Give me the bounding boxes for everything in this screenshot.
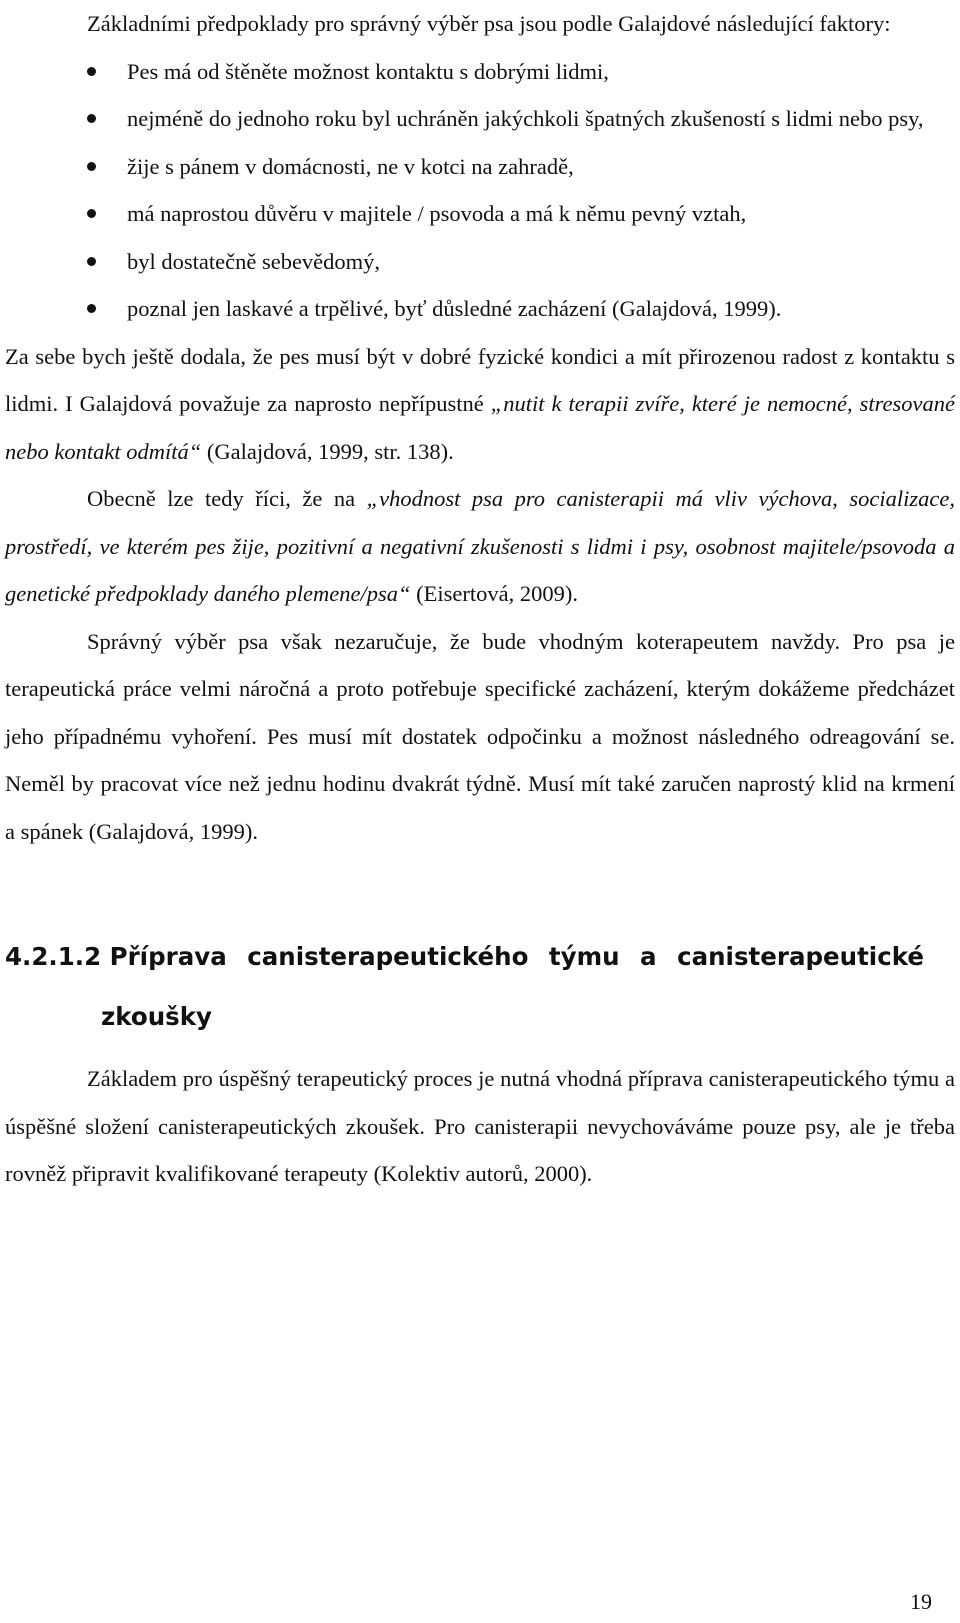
bullet-icon: [87, 162, 96, 171]
bullet-icon: [87, 114, 96, 123]
list-item: žije s pánem v domácnosti, ne v kotci na zahradě,: [5, 143, 955, 191]
list-item: poznal jen laskavé a trpělivé, byť důsledné zacházení (Galajdová, 1999).: [5, 285, 955, 333]
list-item: Pes má od štěněte možnost kontaktu s dobrými lidmi,: [5, 48, 955, 96]
document-page: [5, 0, 955, 1198]
bullet-icon: [87, 209, 96, 218]
quote-galajdova: „nutit k terapii zvíře, které je nemocné, stresované nebo kontakt odmítá“: [5, 391, 955, 464]
list-item: nejméně do jednoho roku byl uchráněn jakýchkoli špatných zkušeností s lidmi nebo psy,: [5, 95, 955, 143]
factors-list: [5, 48, 955, 333]
paragraph-own-view: Za sebe bych ještě dodala, že pes musí být v dobré fyzické kondici a mít přirozenou radost z kontaktu s lidmi. I Galajdová považuje za naprosto nepřípustné „nutit k terapii zvíře, které je nemocné, stresované nebo kontakt odmítá“ (Galajdová, 1999, str. 138).: [5, 343, 955, 464]
paragraph-suitability: Obecně lze tedy říci, že na „vhodnost psa pro canisterapii má vliv výchova, socializace, prostředí, ve kterém pes žije, pozitivní a negativní zkušenosti s lidmi i psy, osobnost majitele/psovoda a genetické předpoklady daného plemene/psa“ (Eisertová, 2009).: [5, 486, 955, 606]
heading-line-1: 4.2.1.2 Příprava canisterapeutického týmu a canisterapeutické: [5, 942, 924, 971]
heading-line-2: zkoušky: [101, 1002, 213, 1031]
page-number: 19: [910, 1589, 932, 1614]
section-heading: [5, 927, 955, 1047]
bullet-icon: [87, 67, 96, 76]
bullet-icon: [87, 304, 96, 313]
paragraph-care: Správný výběr psa však nezaručuje, že bude vhodným koterapeutem navždy. Pro psa je terapeutická práce velmi náročná a proto potřebuje specifické zacházení, kterým dokážeme předcházet jeho případnému vyhoření. Pes musí mít dostatek odpočinku a možnost následného odreagování se. Neměl by pracovat více než jednu hodinu dvakrát týdně. Musí mít také zaručen naprostý klid na krmení a spánek (Galajdová, 1999).: [5, 628, 955, 844]
quote-eisertova: „vhodnost psa pro canisterapii má vliv výchova, socializace, prostředí, ve kterém pes žije, pozitivní a negativní zkušenosti s lidmi i psy, osobnost majitele/psovoda a genetické předpoklady daného plemene/psa“: [5, 486, 955, 606]
paragraph-team-preparation: Základem pro úspěšný terapeutický proces je nutná vhodná příprava canisterapeutického týmu a úspěšné složení canisterapeutických zkoušek. Pro canisterapii nevychováváme pouze psy, ale je třeba rovněž připravit kvalifikované terapeuty (Kolektiv autorů, 2000).: [5, 1066, 955, 1186]
list-item: byl dostatečně sebevědomý,: [5, 238, 955, 286]
bullet-icon: [87, 257, 96, 266]
list-item: má naprostou důvěru v majitele / psovoda a má k němu pevný vztah,: [5, 190, 955, 238]
intro-paragraph: Základními předpoklady pro správný výběr psa jsou podle Galajdové následující faktory:: [87, 11, 891, 36]
